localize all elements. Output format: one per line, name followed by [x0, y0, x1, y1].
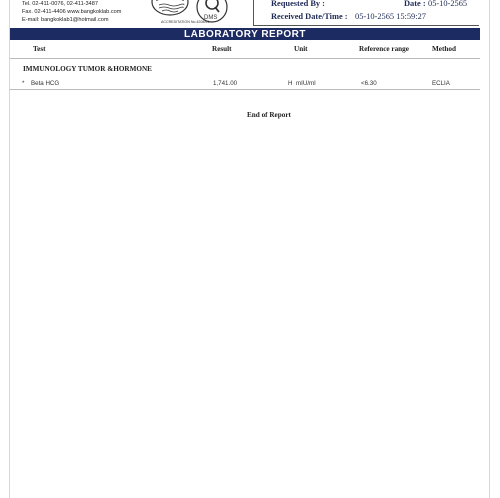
column-header-method: Method [432, 45, 456, 53]
column-header-reference-range: Reference range [359, 45, 409, 53]
date-value: 05-10-2565 [428, 0, 468, 8]
section-title: IMMUNOLOGY TUMOR &HORMONE [23, 65, 152, 73]
result-value: 1,741.00 [213, 80, 238, 87]
report-title-bar [10, 28, 480, 40]
lab-email: E-mail: bangkoklab1@hotmail.com [22, 17, 109, 23]
header-divider [10, 58, 480, 59]
report-title: LABORATORY REPORT [183, 28, 307, 40]
lab-fax-website: Fax. 02-411-4406 www.bangkoklab.com [22, 9, 122, 15]
result-unit: mIU/ml [296, 80, 316, 87]
requested-by-label: Requested By : [271, 0, 325, 8]
date-label: Date : [404, 0, 426, 8]
result-flag: H [288, 80, 293, 87]
result-method: ECLIA [432, 80, 450, 87]
column-header-result: Result [212, 45, 232, 53]
row-marker: * [22, 80, 25, 87]
dms-certification-logo [194, 0, 230, 28]
dms-logo-text: DMS [204, 15, 218, 21]
lab-phone: Tel. 02-411-0076, 02-411-3487 [22, 1, 98, 7]
accreditation-number: ACCREDITATION No.4208/61 [161, 20, 210, 24]
row-divider [10, 89, 480, 90]
column-header-test: Test [33, 45, 46, 53]
column-header-unit: Unit [294, 45, 308, 53]
end-of-report: End of Report [247, 111, 291, 119]
accreditation-seal-logo [150, 0, 190, 16]
received-datetime-label: Received Date/Time : [271, 12, 348, 21]
result-reference-range: <6.30 [361, 80, 377, 87]
result-test-name: Beta HCG [31, 80, 60, 87]
report-page [9, 0, 490, 498]
received-datetime-value: 05-10-2565 15:59:27 [355, 12, 426, 21]
